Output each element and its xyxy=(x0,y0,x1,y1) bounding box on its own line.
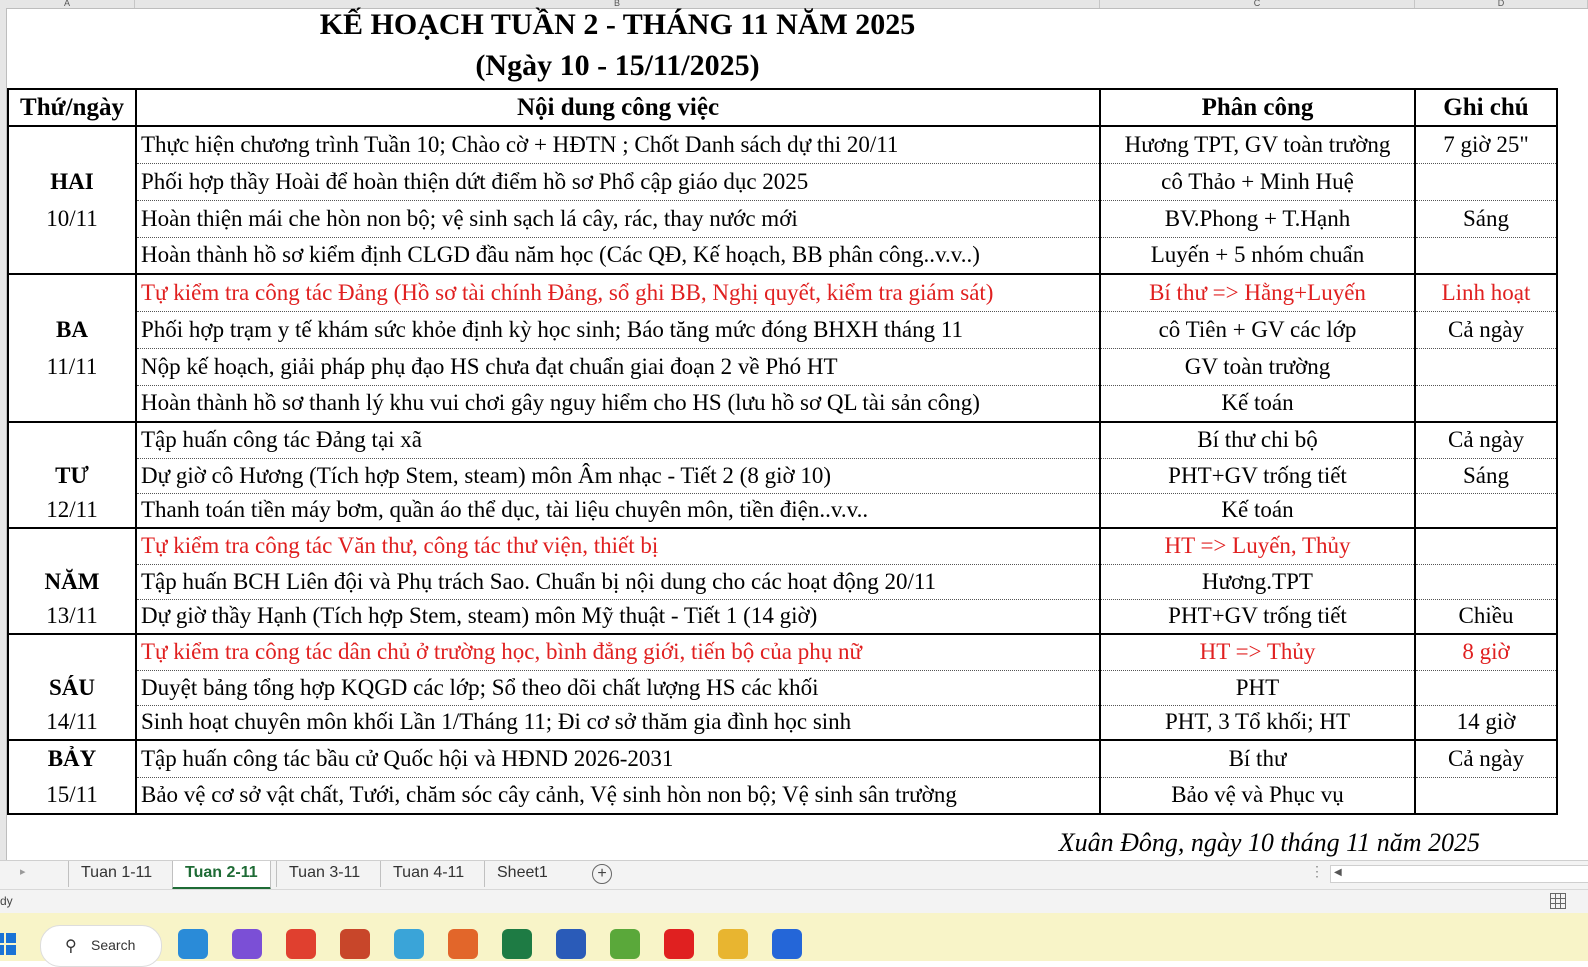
assign-cell[interactable]: PHT+GV trống tiết xyxy=(1100,458,1415,493)
note-cell[interactable]: Sáng xyxy=(1415,200,1557,237)
table-row xyxy=(8,705,1557,740)
sheet-tab[interactable]: Sheet1 xyxy=(484,861,560,887)
column-header-d[interactable]: D xyxy=(1415,0,1588,8)
task-cell[interactable]: Sinh hoạt chuyên môn khối Lần 1/Tháng 11; Đi cơ sở thăm gia đình học sinh xyxy=(136,705,1100,740)
table-row xyxy=(8,599,1557,634)
more-options-icon[interactable]: ⋮ xyxy=(1310,863,1324,879)
plan-table xyxy=(7,88,1558,815)
date-label[interactable]: 12/11 xyxy=(8,493,136,528)
header-note[interactable]: Ghi chú xyxy=(1415,89,1557,126)
note-cell[interactable] xyxy=(1415,777,1557,814)
column-header-b[interactable]: B xyxy=(135,0,1100,8)
note-cell[interactable]: Chiều xyxy=(1415,599,1557,634)
assign-cell[interactable]: BV.Phong + T.Hạnh xyxy=(1100,200,1415,237)
powerpoint-icon[interactable] xyxy=(340,929,370,959)
windows-start-icon[interactable] xyxy=(0,933,16,955)
assign-cell[interactable]: Bảo vệ và Phục vụ xyxy=(1100,777,1415,814)
sheet-tab[interactable]: Tuan 2-11 xyxy=(172,861,271,890)
task-cell[interactable]: Nộp kế hoạch, giải pháp phụ đạo HS chưa đạt chuẩn giai đoạn 2 về Phó HT xyxy=(136,348,1100,385)
task-cell[interactable]: Phối hợp thầy Hoài để hoàn thiện dứt điểm hồ sơ Phổ cập giáo dục 2025 xyxy=(136,163,1100,200)
assign-cell[interactable]: Bí thư chi bộ xyxy=(1100,422,1415,458)
assign-cell[interactable]: Bí thư xyxy=(1100,740,1415,777)
date-label[interactable]: 11/11 xyxy=(8,348,136,385)
assign-cell[interactable]: Luyến + 5 nhóm chuẩn xyxy=(1100,237,1415,274)
assign-cell[interactable]: Hương.TPT xyxy=(1100,564,1415,599)
date-label[interactable]: 14/11 xyxy=(8,705,136,740)
task-cell[interactable]: Tự kiểm tra công tác Đảng (Hồ sơ tài chính Đảng, sổ ghi BB, Nghị quyết, kiểm tra giám sát) xyxy=(136,274,1100,311)
header-day[interactable]: Thứ/ngày xyxy=(8,89,136,126)
sheet-tab[interactable]: Tuan 1-11 xyxy=(68,861,164,887)
zalo-icon[interactable] xyxy=(772,929,802,959)
assign-cell[interactable]: cô Thảo + Minh Huệ xyxy=(1100,163,1415,200)
table-row xyxy=(8,385,1557,422)
paint-icon[interactable] xyxy=(610,929,640,959)
search-label: Search xyxy=(91,937,136,953)
status-bar xyxy=(0,889,1588,914)
task-cell[interactable]: Tự kiểm tra công tác Văn thư, công tác thư viện, thiết bị xyxy=(136,528,1100,564)
assign-cell[interactable]: GV toàn trường xyxy=(1100,348,1415,385)
table-row xyxy=(8,493,1557,528)
youtube-icon[interactable] xyxy=(664,929,694,959)
assign-cell[interactable]: cô Tiên + GV các lớp xyxy=(1100,311,1415,348)
m365-icon[interactable] xyxy=(232,929,262,959)
assign-cell[interactable]: HT => Thủy xyxy=(1100,634,1415,670)
task-cell[interactable]: Dự giờ cô Hương (Tích hợp Stem, steam) môn Âm nhạc - Tiết 2 (8 giờ 10) xyxy=(136,458,1100,493)
note-cell[interactable]: Sáng xyxy=(1415,458,1557,493)
table-row xyxy=(8,670,1557,705)
task-cell[interactable]: Tự kiểm tra công tác dân chủ ở trường học, bình đẳng giới, tiến bộ của phụ nữ xyxy=(136,634,1100,670)
day-cell[interactable] xyxy=(8,385,136,422)
sheet-subtitle: (Ngày 10 - 15/11/2025) xyxy=(475,49,760,82)
column-header-c[interactable]: C xyxy=(1100,0,1415,8)
signature-line[interactable]: Xuân Đông, ngày 10 tháng 11 năm 2025 xyxy=(1058,828,1480,857)
header-assign[interactable]: Phân công xyxy=(1100,89,1415,126)
note-cell[interactable]: 7 giờ 25" xyxy=(1415,126,1557,163)
task-cell[interactable]: Tập huấn công tác bầu cử Quốc hội và HĐND 2026-2031 xyxy=(136,740,1100,777)
assign-cell[interactable]: PHT, 3 Tổ khối; HT xyxy=(1100,705,1415,740)
assign-cell[interactable]: Kế toán xyxy=(1100,493,1415,528)
add-sheet-icon[interactable]: + xyxy=(592,864,612,884)
table-row xyxy=(8,740,1557,777)
day-cell[interactable] xyxy=(8,274,136,311)
day-label[interactable]: HAI xyxy=(8,163,136,200)
day-cell[interactable] xyxy=(8,237,136,274)
table-row xyxy=(8,528,1557,564)
task-cell[interactable]: Hoàn thành hồ sơ thanh lý khu vui chơi gây nguy hiểm cho HS (lưu hồ sơ QL tài sản công) xyxy=(136,385,1100,422)
table-row xyxy=(8,348,1557,385)
note-cell[interactable]: Linh hoạt xyxy=(1415,274,1557,311)
note-cell[interactable] xyxy=(1415,493,1557,528)
day-label[interactable]: TƯ xyxy=(8,458,136,493)
task-cell[interactable]: Bảo vệ cơ sở vật chất, Tưới, chăm sóc cây cảnh, Vệ sinh hòn non bộ; Vệ sinh sân trường xyxy=(136,777,1100,814)
date-label[interactable]: 13/11 xyxy=(8,599,136,634)
normal-view-icon[interactable] xyxy=(1550,893,1566,909)
table-row xyxy=(8,777,1557,814)
table-row xyxy=(8,564,1557,599)
sheet-tab[interactable]: Tuan 3-11 xyxy=(276,861,372,887)
note-cell[interactable]: 8 giờ xyxy=(1415,634,1557,670)
assign-cell[interactable]: PHT+GV trống tiết xyxy=(1100,599,1415,634)
windows-taskbar xyxy=(0,913,1588,961)
table-row xyxy=(8,274,1557,311)
day-cell[interactable] xyxy=(8,528,136,564)
note-cell[interactable] xyxy=(1415,348,1557,385)
horizontal-scrollbar[interactable] xyxy=(1330,865,1588,883)
note-cell[interactable]: Cả ngày xyxy=(1415,740,1557,777)
table-row xyxy=(8,634,1557,670)
note-cell[interactable]: 14 giờ xyxy=(1415,705,1557,740)
day-label[interactable]: SÁU xyxy=(8,670,136,705)
table-row xyxy=(8,422,1557,458)
header-task[interactable]: Nội dung công việc xyxy=(136,89,1100,126)
column-header-a[interactable]: A xyxy=(0,0,135,8)
sheet-tab-bar xyxy=(0,860,1588,889)
note-cell[interactable] xyxy=(1415,237,1557,274)
copilot-icon[interactable] xyxy=(178,929,208,959)
word-icon[interactable] xyxy=(556,929,586,959)
header-row xyxy=(8,89,1557,126)
day-label[interactable]: BẢY xyxy=(8,740,136,777)
assign-cell[interactable]: PHT xyxy=(1100,670,1415,705)
assign-cell[interactable]: HT => Luyến, Thủy xyxy=(1100,528,1415,564)
plan-body xyxy=(8,126,1557,814)
task-cell[interactable]: Thực hiện chương trình Tuần 10; Chào cờ + HĐTN ; Chốt Danh sách dự thi 20/11 xyxy=(136,126,1100,163)
note-cell[interactable] xyxy=(1415,385,1557,422)
task-cell[interactable]: Thanh toán tiền máy bơm, quần áo thể dục, tài liệu chuyên môn, tiền điện..v.v.. xyxy=(136,493,1100,528)
table-row xyxy=(8,200,1557,237)
sheet-title: KẾ HOẠCH TUẦN 2 - THÁNG 11 NĂM 2025 xyxy=(319,8,916,41)
note-cell[interactable] xyxy=(1415,163,1557,200)
scroll-left-arrow-icon[interactable]: ◀ xyxy=(1334,867,1342,878)
task-cell[interactable]: Hoàn thành hồ sơ kiểm định CLGD đầu năm học (Các QĐ, Kế hoạch, BB phân công..v.v..) xyxy=(136,237,1100,274)
table-row xyxy=(8,163,1557,200)
task-cell[interactable]: Tập huấn công tác Đảng tại xã xyxy=(136,422,1100,458)
assign-cell[interactable]: Bí thư => Hằng+Luyến xyxy=(1100,274,1415,311)
task-cell[interactable]: Dự giờ thầy Hạnh (Tích hợp Stem, steam) môn Mỹ thuật - Tiết 1 (14 giờ) xyxy=(136,599,1100,634)
day-label[interactable]: BA xyxy=(8,311,136,348)
day-cell[interactable] xyxy=(8,634,136,670)
table-row xyxy=(8,126,1557,163)
date-label[interactable]: 10/11 xyxy=(8,200,136,237)
table-row xyxy=(8,311,1557,348)
note-cell[interactable] xyxy=(1415,564,1557,599)
note-cell[interactable] xyxy=(1415,528,1557,564)
task-cell[interactable]: Phối hợp trạm y tế khám sức khỏe định kỳ học sinh; Báo tăng mức đóng BHXH tháng 11 xyxy=(136,311,1100,348)
chrome-icon[interactable] xyxy=(286,929,316,959)
folder-icon[interactable] xyxy=(718,929,748,959)
note-cell[interactable]: Cả ngày xyxy=(1415,311,1557,348)
task-cell[interactable]: Tập huấn BCH Liên đội và Phụ trách Sao. Chuẩn bị nội dung cho các hoạt động 20/11 xyxy=(136,564,1100,599)
day-cell[interactable] xyxy=(8,422,136,458)
search-icon: ⚲ xyxy=(65,938,77,955)
status-text: dy xyxy=(0,894,13,908)
network-icon[interactable] xyxy=(394,929,424,959)
task-cell[interactable]: Hoàn thiện mái che hòn non bộ; vệ sinh sạch lá cây, rác, thay nước mới xyxy=(136,200,1100,237)
tab-scroll-left-icon[interactable]: ▸ xyxy=(20,866,26,878)
note-cell[interactable]: Cả ngày xyxy=(1415,422,1557,458)
sheet-tab[interactable]: Tuan 4-11 xyxy=(380,861,476,887)
task-cell[interactable]: Duyệt bảng tổng hợp KQGD các lớp; Sổ theo dõi chất lượng HS các khối xyxy=(136,670,1100,705)
day-cell[interactable] xyxy=(8,126,136,163)
table-row xyxy=(8,458,1557,493)
excel-icon[interactable] xyxy=(502,929,532,959)
assign-cell[interactable]: Hương TPT, GV toàn trường xyxy=(1100,126,1415,163)
date-label[interactable]: 15/11 xyxy=(8,777,136,814)
firefox-icon[interactable] xyxy=(448,929,478,959)
note-cell[interactable] xyxy=(1415,670,1557,705)
row-headers xyxy=(0,8,7,860)
day-label[interactable]: NĂM xyxy=(8,564,136,599)
assign-cell[interactable]: Kế toán xyxy=(1100,385,1415,422)
table-row xyxy=(8,237,1557,274)
